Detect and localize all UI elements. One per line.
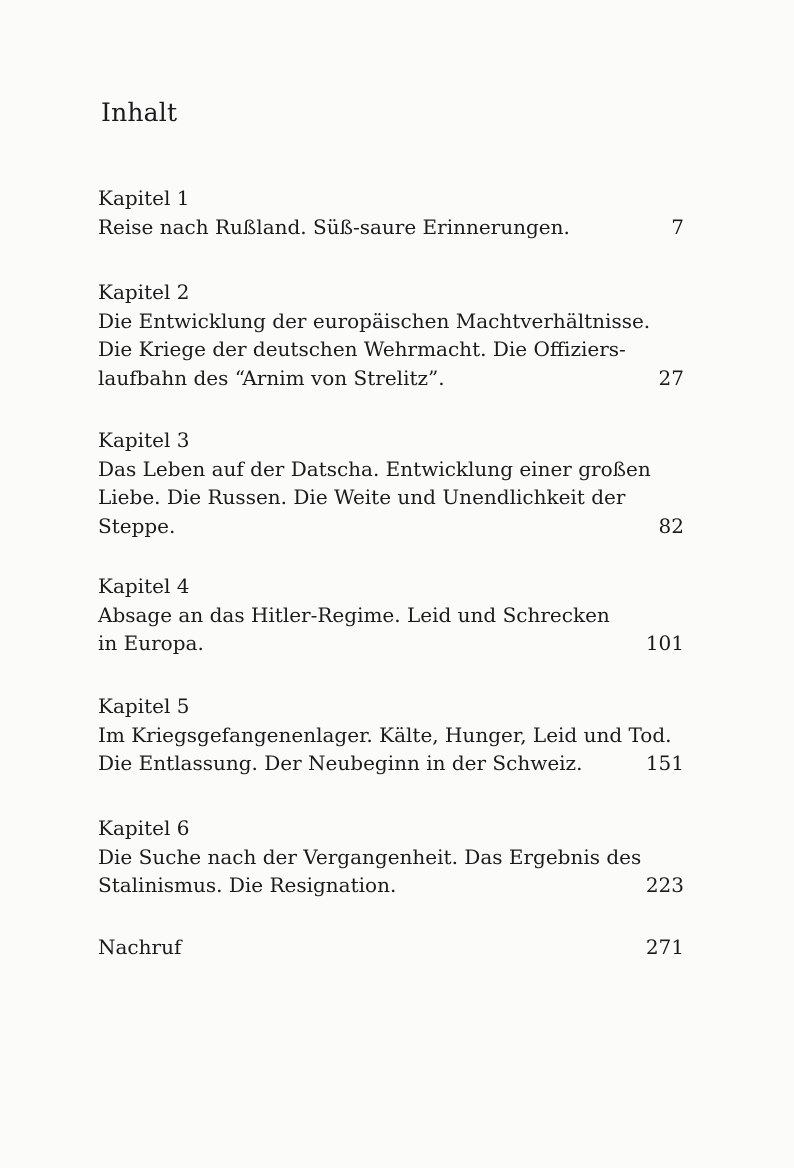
page-number: 101 (645, 631, 684, 655)
toc-entry-chapter-6 (98, 814, 684, 900)
entry-text: Das Leben auf der Datscha. Entwicklung einer großen (98, 456, 651, 481)
page-number: 27 (658, 365, 684, 390)
entry-text: Im Kriegsgefangenenlager. Kälte, Hunger, Leid und Tod. (98, 722, 672, 747)
toc-entry-chapter-5 (98, 692, 684, 778)
chapter-label: Kapitel 3 (98, 428, 190, 452)
entry-text: Reise nach Rußland. Süß-saure Erinnerungen. (98, 214, 570, 239)
toc-entry-chapter-1 (98, 184, 684, 241)
entry-text: Die Entwicklung der europäischen Machtverhältnisse. (98, 308, 651, 333)
chapter-label: Kapitel 6 (98, 816, 190, 840)
page-number: 151 (645, 751, 684, 775)
toc-entry-epilogue (98, 933, 684, 962)
chapter-label: Kapitel 1 (98, 186, 190, 210)
page-number: 82 (658, 513, 684, 538)
entry-last-line (98, 512, 684, 541)
entry-last-line (98, 629, 684, 658)
toc-entry-chapter-3 (98, 426, 684, 540)
chapter-label: Kapitel 2 (98, 280, 190, 304)
epilogue-label: Nachruf (98, 935, 182, 959)
entry-last-line (98, 749, 684, 778)
chapter-label: Kapitel 4 (98, 574, 190, 598)
entry-text: Steppe. (98, 513, 176, 538)
entry-last-line (98, 871, 684, 900)
toc-entry-chapter-2 (98, 278, 684, 392)
entry-text: Die Kriege der deutschen Wehrmacht. Die Offiziers- (98, 337, 626, 361)
page-number: 271 (645, 935, 684, 959)
entry-text: laufbahn des “Arnim von Strelitz”. (98, 365, 445, 390)
entry-text: Absage an das Hitler-Regime. Leid und Schrecken (98, 602, 610, 627)
entry-text: Die Entlassung. Der Neubeginn in der Schweiz. (98, 751, 583, 775)
page-number: 223 (645, 873, 684, 897)
entry-text: Die Suche nach der Vergangenheit. Das Ergebnis des (98, 844, 642, 869)
entry-text: in Europa. (98, 631, 204, 655)
entry-last-line (98, 364, 684, 393)
entry-text: Liebe. Die Russen. Die Weite und Unendlichkeit der (98, 485, 626, 509)
page-number: 7 (671, 214, 684, 239)
entry-last-line (98, 213, 684, 242)
chapter-label: Kapitel 5 (98, 694, 190, 718)
toc-title: Inhalt (101, 98, 178, 127)
toc-entry-chapter-4 (98, 572, 684, 658)
entry-text: Stalinismus. Die Resignation. (98, 873, 397, 897)
